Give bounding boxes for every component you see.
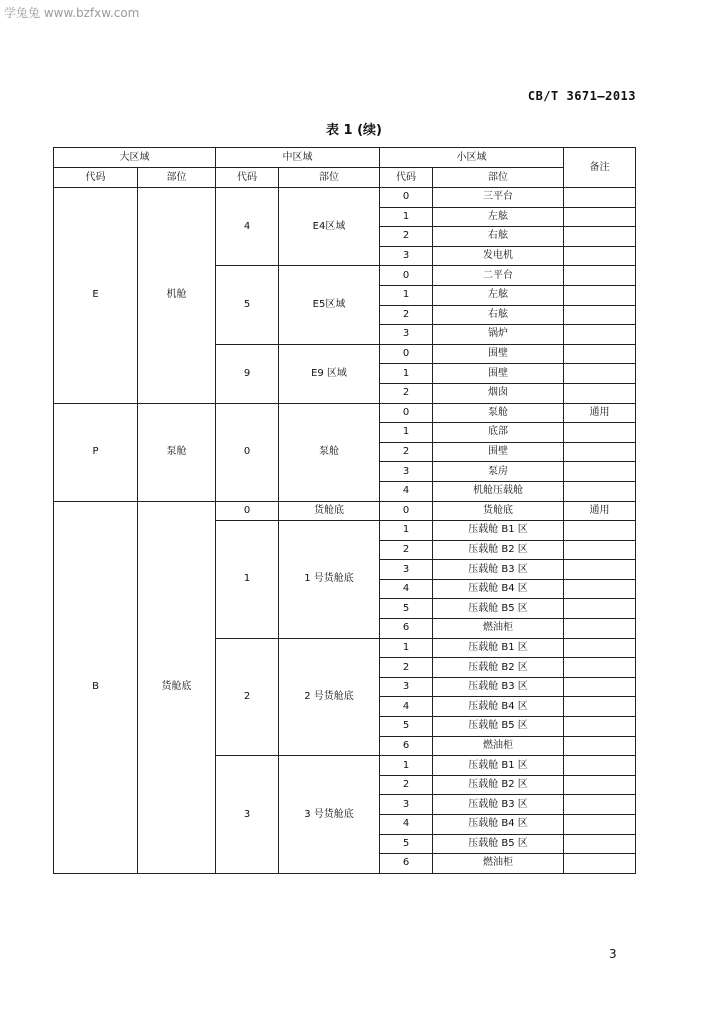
small-region-part: 压载舱 B1 区: [433, 638, 564, 658]
table-row: [54, 501, 636, 521]
mid-region-part: 泵舱: [279, 403, 380, 501]
small-region-part: 泵舱: [433, 403, 564, 423]
remark-cell: [564, 560, 636, 580]
mid-region-code: 1: [216, 521, 279, 639]
small-region-code: 4: [380, 579, 433, 599]
small-region-part: 左舷: [433, 285, 564, 305]
header-small-code: 代码: [380, 168, 433, 188]
small-region-part: 压载舱 B1 区: [433, 521, 564, 541]
remark-cell: [564, 246, 636, 266]
remark-cell: [564, 736, 636, 756]
small-region-code: 1: [380, 364, 433, 384]
small-region-code: 1: [380, 521, 433, 541]
small-region-part: 压载舱 B3 区: [433, 795, 564, 815]
mid-region-part: E9 区域: [279, 344, 380, 403]
remark-cell: [564, 697, 636, 717]
header-remark: 备注: [564, 148, 636, 188]
small-region-part: 围壁: [433, 442, 564, 462]
header-small-region: 小区域: [380, 148, 564, 168]
remark-cell: [564, 756, 636, 776]
small-region-code: 1: [380, 285, 433, 305]
remark-cell: 通用: [564, 501, 636, 521]
small-region-part: 压载舱 B2 区: [433, 540, 564, 560]
document-code: CB/T 3671—2013: [527, 89, 636, 103]
small-region-part: 底部: [433, 423, 564, 443]
remark-cell: [564, 305, 636, 325]
remark-cell: [564, 579, 636, 599]
small-region-part: 压载舱 B5 区: [433, 599, 564, 619]
remark-cell: [564, 658, 636, 678]
mid-region-part: 货舱底: [279, 501, 380, 521]
small-region-code: 6: [380, 736, 433, 756]
small-region-code: 3: [380, 462, 433, 482]
mid-region-code: 0: [216, 501, 279, 521]
table-body: [54, 188, 636, 874]
mid-region-part: E5区域: [279, 266, 380, 344]
small-region-part: 燃油柜: [433, 736, 564, 756]
small-region-code: 1: [380, 423, 433, 443]
remark-cell: [564, 481, 636, 501]
small-region-code: 3: [380, 560, 433, 580]
small-region-part: 右舷: [433, 227, 564, 247]
small-region-code: 4: [380, 815, 433, 835]
big-region-part: 泵舱: [138, 403, 216, 501]
small-region-code: 5: [380, 834, 433, 854]
big-region-part: 货舱底: [138, 501, 216, 873]
small-region-code: 2: [380, 540, 433, 560]
small-region-code: 6: [380, 619, 433, 639]
header-small-part: 部位: [433, 168, 564, 188]
remark-cell: [564, 364, 636, 384]
small-region-part: 右舷: [433, 305, 564, 325]
small-region-code: 4: [380, 481, 433, 501]
small-region-part: 锅炉: [433, 325, 564, 345]
remark-cell: [564, 227, 636, 247]
small-region-code: 5: [380, 599, 433, 619]
page-number: 3: [609, 947, 617, 961]
mid-region-code: 4: [216, 188, 279, 266]
remark-cell: [564, 815, 636, 835]
remark-cell: [564, 717, 636, 737]
small-region-code: 2: [380, 227, 433, 247]
remark-cell: [564, 638, 636, 658]
small-region-part: 货舱底: [433, 501, 564, 521]
table-row: [54, 188, 636, 208]
big-region-code: B: [54, 501, 138, 873]
small-region-code: 0: [380, 344, 433, 364]
small-region-code: 3: [380, 246, 433, 266]
region-code-table: [53, 147, 636, 874]
small-region-part: 烟囱: [433, 383, 564, 403]
small-region-code: 2: [380, 775, 433, 795]
small-region-part: 机舱压载舱: [433, 481, 564, 501]
small-region-part: 二平台: [433, 266, 564, 286]
remark-cell: [564, 266, 636, 286]
header-big-code: 代码: [54, 168, 138, 188]
small-region-code: 2: [380, 305, 433, 325]
small-region-part: 发电机: [433, 246, 564, 266]
small-region-part: 燃油柜: [433, 619, 564, 639]
small-region-code: 2: [380, 383, 433, 403]
small-region-part: 压载舱 B1 区: [433, 756, 564, 776]
remark-cell: [564, 795, 636, 815]
small-region-code: 5: [380, 717, 433, 737]
remark-cell: [564, 325, 636, 345]
small-region-code: 0: [380, 403, 433, 423]
small-region-part: 三平台: [433, 188, 564, 208]
small-region-code: 4: [380, 697, 433, 717]
small-region-part: 左舷: [433, 207, 564, 227]
small-region-code: 3: [380, 677, 433, 697]
small-region-part: 压载舱 B5 区: [433, 717, 564, 737]
mid-region-code: 2: [216, 638, 279, 756]
remark-cell: [564, 423, 636, 443]
big-region-part: 机舱: [138, 188, 216, 404]
small-region-part: 压载舱 B2 区: [433, 658, 564, 678]
small-region-code: 1: [380, 756, 433, 776]
remark-cell: [564, 521, 636, 541]
remark-cell: [564, 383, 636, 403]
mid-region-code: 0: [216, 403, 279, 501]
header-big-part: 部位: [138, 168, 216, 188]
small-region-part: 压载舱 B3 区: [433, 677, 564, 697]
mid-region-code: 9: [216, 344, 279, 403]
table-title: 表 1 (续): [326, 123, 382, 138]
small-region-part: 泵房: [433, 462, 564, 482]
header-mid-part: 部位: [279, 168, 380, 188]
remark-cell: [564, 285, 636, 305]
small-region-code: 2: [380, 442, 433, 462]
table-row: [54, 403, 636, 423]
small-region-code: 6: [380, 854, 433, 874]
small-region-part: 压载舱 B2 区: [433, 775, 564, 795]
watermark: 学兔兔 www.bzfxw.com: [4, 6, 140, 20]
remark-cell: [564, 207, 636, 227]
mid-region-part: E4区域: [279, 188, 380, 266]
small-region-part: 围壁: [433, 364, 564, 384]
small-region-code: 1: [380, 638, 433, 658]
mid-region-code: 3: [216, 756, 279, 874]
remark-cell: [564, 344, 636, 364]
remark-cell: [564, 619, 636, 639]
remark-cell: 通用: [564, 403, 636, 423]
big-region-code: E: [54, 188, 138, 404]
small-region-code: 3: [380, 325, 433, 345]
small-region-code: 0: [380, 266, 433, 286]
mid-region-part: 2 号货舱底: [279, 638, 380, 756]
remark-cell: [564, 442, 636, 462]
header-big-region: 大区域: [54, 148, 216, 168]
mid-region-code: 5: [216, 266, 279, 344]
small-region-part: 压载舱 B4 区: [433, 815, 564, 835]
remark-cell: [564, 188, 636, 208]
mid-region-part: 1 号货舱底: [279, 521, 380, 639]
small-region-part: 燃油柜: [433, 854, 564, 874]
small-region-code: 1: [380, 207, 433, 227]
remark-cell: [564, 599, 636, 619]
small-region-code: 2: [380, 658, 433, 678]
remark-cell: [564, 540, 636, 560]
small-region-part: 压载舱 B5 区: [433, 834, 564, 854]
small-region-part: 压载舱 B4 区: [433, 579, 564, 599]
small-region-code: 0: [380, 188, 433, 208]
small-region-code: 0: [380, 501, 433, 521]
small-region-part: 压载舱 B3 区: [433, 560, 564, 580]
small-region-part: 围壁: [433, 344, 564, 364]
remark-cell: [564, 775, 636, 795]
header-mid-region: 中区域: [216, 148, 380, 168]
remark-cell: [564, 834, 636, 854]
small-region-code: 3: [380, 795, 433, 815]
remark-cell: [564, 854, 636, 874]
remark-cell: [564, 462, 636, 482]
mid-region-part: 3 号货舱底: [279, 756, 380, 874]
small-region-part: 压载舱 B4 区: [433, 697, 564, 717]
remark-cell: [564, 677, 636, 697]
header-mid-code: 代码: [216, 168, 279, 188]
big-region-code: P: [54, 403, 138, 501]
